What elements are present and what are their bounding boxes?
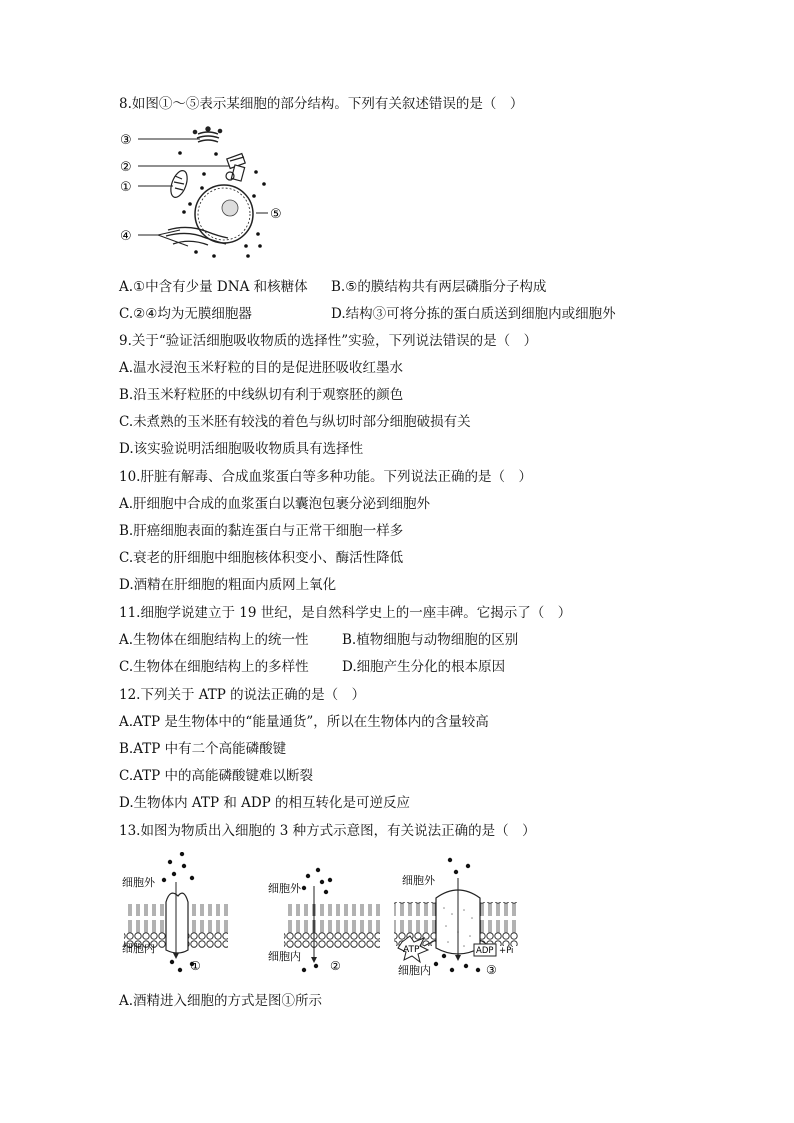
q11-option-b: B.植物细胞与动物细胞的区别 — [342, 632, 519, 648]
q10-option-b: B.肝癌细胞表面的黏连蛋白与正常干细胞一样多 — [119, 523, 404, 539]
q9-stem: 9.关于“验证活细胞吸收物质的选择性”实验，下列说法错误的是（ ） — [119, 333, 538, 349]
q11-stem: 11.细胞学说建立于 19 世纪，是自然科学史上的一座丰碑。它揭示了（ ） — [119, 605, 572, 621]
panel-3 — [394, 858, 518, 977]
panel-2-number: ② — [330, 959, 341, 973]
panel-1-number: ① — [190, 959, 201, 973]
pi-label: +Pi — [499, 946, 514, 956]
panel-2-membrane — [284, 904, 380, 948]
q10-option-a: A.肝细胞中合成的血浆蛋白以囊泡包裹分泌到细胞外 — [119, 496, 431, 512]
mitochondrion — [168, 168, 191, 199]
q12-option-d: D.生物体内 ATP 和 ADP 的相互转化是可逆反应 — [119, 795, 411, 811]
q8-option-a: A.①中含有少量 DNA 和核糖体 — [119, 279, 308, 295]
q10-stem: 10.肝脏有解毒、合成血浆蛋白等多种功能。下列说法正确的是（ ） — [119, 469, 532, 485]
q12-option-a: A.ATP 是生物体中的“能量通货”，所以在生物体内的含量较高 — [119, 714, 489, 730]
label-5: ⑤ — [270, 207, 282, 222]
panel-3-outside-label: 细胞外 — [402, 874, 435, 887]
q9-option-a: A.温水浸泡玉米籽粒的目的是促进胚吸收红墨水 — [119, 360, 404, 376]
panel-1 — [122, 852, 228, 973]
q11-option-d: D.细胞产生分化的根本原因 — [342, 659, 506, 675]
q11-option-a: A.生物体在细胞结构上的统一性 — [119, 632, 309, 648]
nucleus — [195, 185, 253, 243]
q12-stem: 12.下列关于 ATP 的说法正确的是（ ） — [119, 687, 366, 703]
atp-label: ATP — [403, 945, 420, 955]
label-4: ④ — [120, 229, 132, 244]
q10-option-c: C.衰老的肝细胞中细胞核体积变小、酶活性降低 — [119, 550, 404, 566]
panel-1-inside-label: 细胞内 — [122, 942, 155, 955]
panel-1-protein — [166, 893, 188, 953]
q11-option-c: C.生物体在细胞结构上的多样性 — [119, 659, 309, 675]
q9-option-b: B.沿玉米籽粒胚的中线纵切有利于观察胚的颜色 — [119, 387, 404, 403]
q13-stem: 13.如图为物质出入细胞的 3 种方式示意图，有关说法正确的是（ ） — [119, 823, 536, 839]
q9-option-c: C.未煮熟的玉米胚有较浅的着色与纵切时部分细胞破损有关 — [119, 414, 471, 430]
panel-2-outside-label: 细胞外 — [268, 882, 301, 895]
panel-3-inside-label: 细胞内 — [398, 964, 431, 977]
q8-stem: 8.如图①～⑤表示某细胞的部分结构。下列有关叙述错误的是（ ） — [119, 96, 524, 112]
q8-option-b: B.⑤的膜结构共有两层磷脂分子构成 — [331, 279, 547, 295]
panel-1-outside-label: 细胞外 — [122, 876, 155, 889]
label-2: ② — [120, 160, 132, 175]
q8-option-d: D.结构③可将分拣的蛋白质送到细胞内或细胞外 — [331, 306, 616, 322]
panel-2-inside-label: 细胞内 — [268, 950, 301, 963]
label-1: ① — [120, 180, 132, 195]
label-3: ③ — [120, 133, 132, 148]
q9-option-d: D.该实验说明活细胞吸收物质具有选择性 — [119, 441, 364, 457]
centrosome — [226, 154, 245, 181]
q13-option-a: A.酒精进入细胞的方式是图①所示 — [119, 993, 323, 1009]
adp-label: ADP — [476, 946, 494, 956]
q12-option-b: B.ATP 中有二个高能磷酸键 — [119, 741, 287, 757]
transport-figure — [118, 852, 538, 982]
q8-option-c: C.②④均为无膜细胞器 — [119, 306, 252, 322]
panel-2 — [268, 868, 380, 973]
q10-option-d: D.酒精在肝细胞的粗面内质网上氧化 — [119, 577, 337, 593]
golgi-apparatus — [193, 127, 221, 142]
panel-3-number: ③ — [486, 963, 497, 977]
q12-option-c: C.ATP 中的高能磷酸键难以断裂 — [119, 768, 314, 784]
cell-structure-figure — [118, 124, 298, 264]
